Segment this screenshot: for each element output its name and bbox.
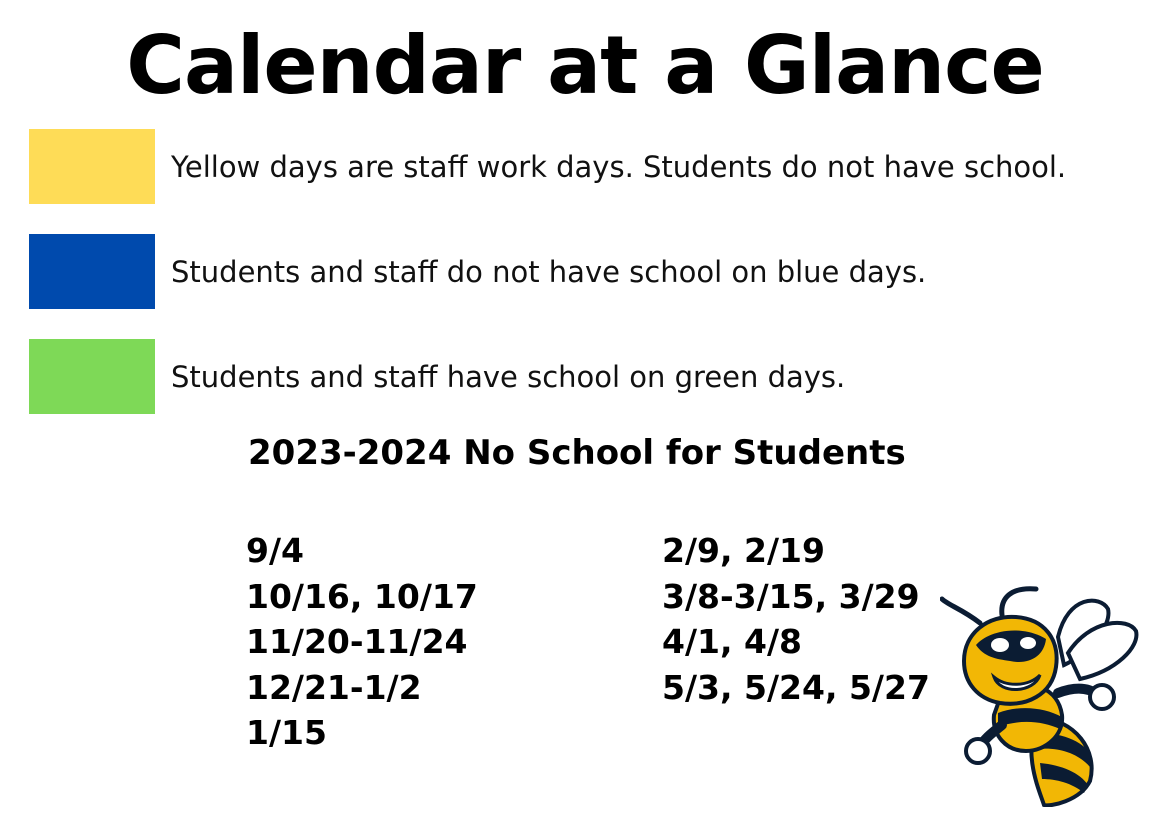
date-entry: 1/15: [246, 713, 327, 752]
dates-right-column: [662, 528, 930, 710]
date-entry: 5/3, 5/24, 5/27: [662, 667, 930, 707]
date-entry: 11/20-11/24: [246, 622, 468, 661]
legend-text-yellow: Yellow days are staff work days. Students do not have school.: [171, 149, 1067, 184]
date-entry: 12/21-1/2: [246, 667, 422, 707]
date-entry: 3/8-3/15, 3/29: [662, 576, 920, 616]
no-school-heading: 2023-2024 No School for Students: [248, 433, 906, 473]
legend-text-blue: Students and staff do not have school on blue days.: [171, 254, 927, 289]
legend-text-green: Students and staff have school on green days.: [171, 359, 846, 394]
page-title: Calendar at a Glance: [126, 19, 1044, 112]
legend-row-yellow: [29, 129, 1066, 204]
green-swatch: [29, 339, 155, 414]
blue-swatch: [29, 234, 155, 309]
yellow-jacket-mascot-icon: [940, 575, 1150, 807]
yellow-swatch: [29, 129, 155, 204]
date-entry: 10/16, 10/17: [246, 576, 478, 616]
date-entry: 2/9, 2/19: [662, 531, 825, 570]
dates-left-column: [246, 528, 478, 756]
legend-row-blue: [29, 234, 926, 309]
legend-row-green: [29, 339, 845, 414]
date-entry: 4/1, 4/8: [662, 622, 802, 661]
date-entry: 9/4: [246, 531, 304, 570]
